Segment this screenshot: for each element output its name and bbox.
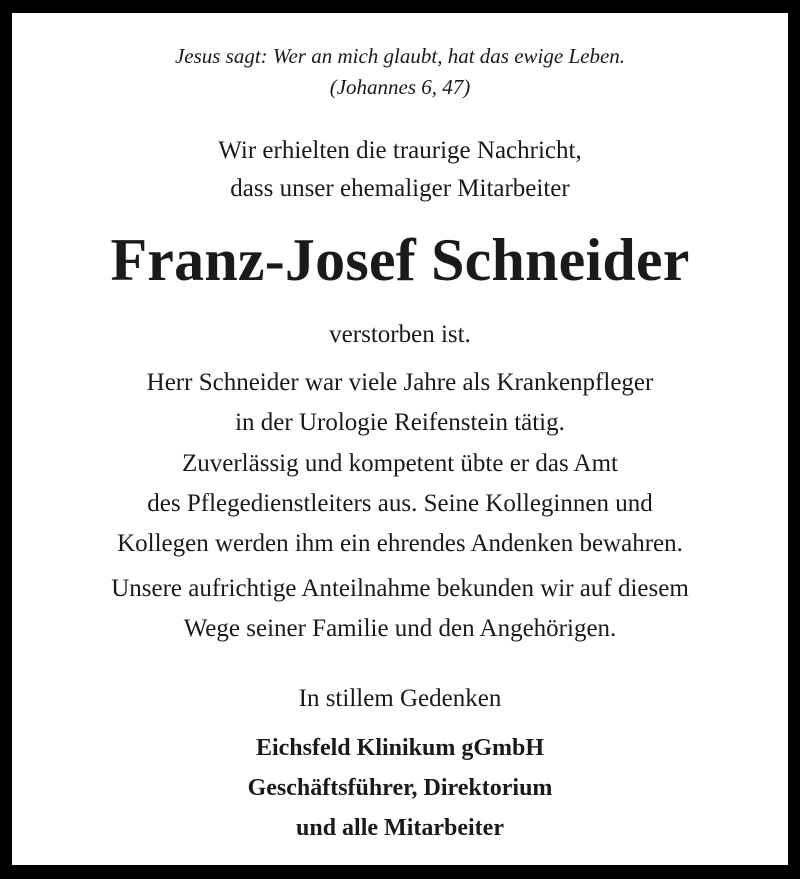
bible-verse-reference: (Johannes 6, 47) <box>329 75 471 99</box>
signature-organization: Eichsfeld Klinikum gGmbH <box>255 735 545 761</box>
deceased-name: Franz-Josef Schneider <box>110 227 690 293</box>
tribute-line-4: des Pflegedienstleiters aus. Seine Kolleginnen und <box>147 490 653 517</box>
tribute-line-2: in der Urologie Reifenstein tätig. <box>235 409 565 436</box>
obituary-notice <box>12 13 788 865</box>
intro-line-1: Wir erhielten die traurige Nachricht, <box>218 137 582 164</box>
tribute-line-3: Zuverlässig und kompetent übte er das Amt <box>181 450 619 477</box>
bible-verse-quote: Jesus sagt: Wer an mich glaubt, hat das ewige Leben. <box>174 44 626 68</box>
signature-management: Geschäftsführer, Direktorium <box>247 775 553 801</box>
closing-phrase: In stillem Gedenken <box>298 685 502 712</box>
tribute-line-1: Herr Schneider war viele Jahre als Krankenpfleger <box>146 369 654 396</box>
intro-line-2: dass unser ehemaliger Mitarbeiter <box>230 175 570 202</box>
signature-staff: und alle Mitarbeiter <box>296 815 504 841</box>
condolence-line-2: Wege seiner Familie und den Angehörigen. <box>183 615 617 642</box>
condolence-line-1: Unsere aufrichtige Anteilnahme bekunden wir auf diesem <box>111 575 689 602</box>
tribute-line-5: Kollegen werden ihm ein ehrendes Andenken bewahren. <box>117 530 683 557</box>
after-name-text: verstorben ist. <box>329 321 471 348</box>
